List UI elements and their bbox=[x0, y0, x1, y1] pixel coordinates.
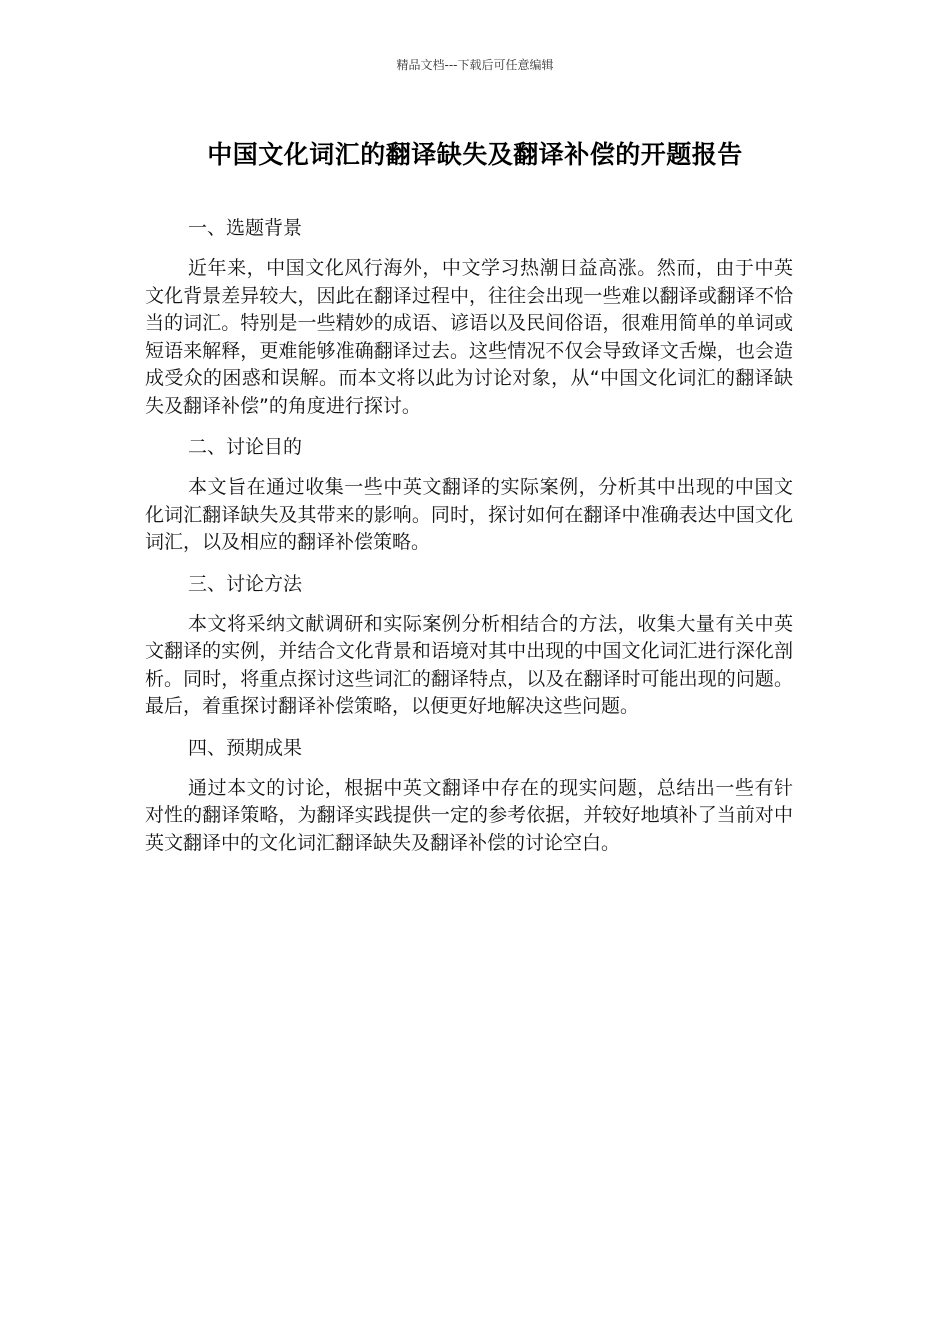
section-paragraph: 本文旨在通过收集一些中英文翻译的实际案例，分析其中出现的中国文化词汇翻译缺失及其带来的影响。同时，探讨如何在翻译中准确表达中国文化词汇，以及相应的翻译补偿策略。 bbox=[145, 476, 793, 553]
document-title: 中国文化词汇的翻译缺失及翻译补偿的开题报告 bbox=[207, 140, 743, 169]
section-heading: 三、讨论方法 bbox=[188, 572, 303, 595]
section-paragraph: 通过本文的讨论，根据中英文翻译中存在的现实问题，总结出一些有针对性的翻译策略，为翻译实践提供一定的参考依据，并较好地填补了当前对中英文翻译中的文化词汇翻译缺失及翻译补偿的讨论空白。 bbox=[145, 776, 793, 854]
section-paragraph: 近年来，中国文化风行海外，中文学习热潮日益高涨。然而，由于中英文化背景差异较大，因此在翻译过程中，往往会出现一些难以翻译或翻译不恰当的词汇。特别是一些精妙的成语、谚语以及民间俗语，很难用简单的单词或短语来解释，更难能够准确翻译过去。这些情况不仅会导致译文舌燥，也会造成受众的困惑和误解。而本文将以此为讨论对象，从“中国文化词汇的翻译缺失及翻译补偿”的角度进行探讨。 bbox=[145, 257, 793, 417]
section-heading: 一、选题背景 bbox=[188, 217, 303, 239]
page-header: 精品文档---下载后可任意编辑 bbox=[396, 58, 554, 72]
section-paragraph: 本文将采纳文献调研和实际案例分析相结合的方法，收集大量有关中英文翻译的实例，并结合文化背景和语境对其中出现的中国文化词汇进行深化剖析。同时，将重点探讨这些词汇的翻译特点，以及在翻译时可能出现的问题。最后，着重探讨翻译补偿策略，以便更好地解决这些问题。 bbox=[145, 612, 793, 717]
section-heading: 二、讨论目的 bbox=[188, 436, 303, 458]
section-expected-results bbox=[145, 734, 793, 858]
document-body bbox=[145, 214, 793, 870]
section-method bbox=[145, 570, 793, 721]
section-purpose bbox=[145, 433, 793, 557]
section-heading: 四、预期成果 bbox=[188, 736, 303, 759]
section-background bbox=[145, 214, 793, 420]
